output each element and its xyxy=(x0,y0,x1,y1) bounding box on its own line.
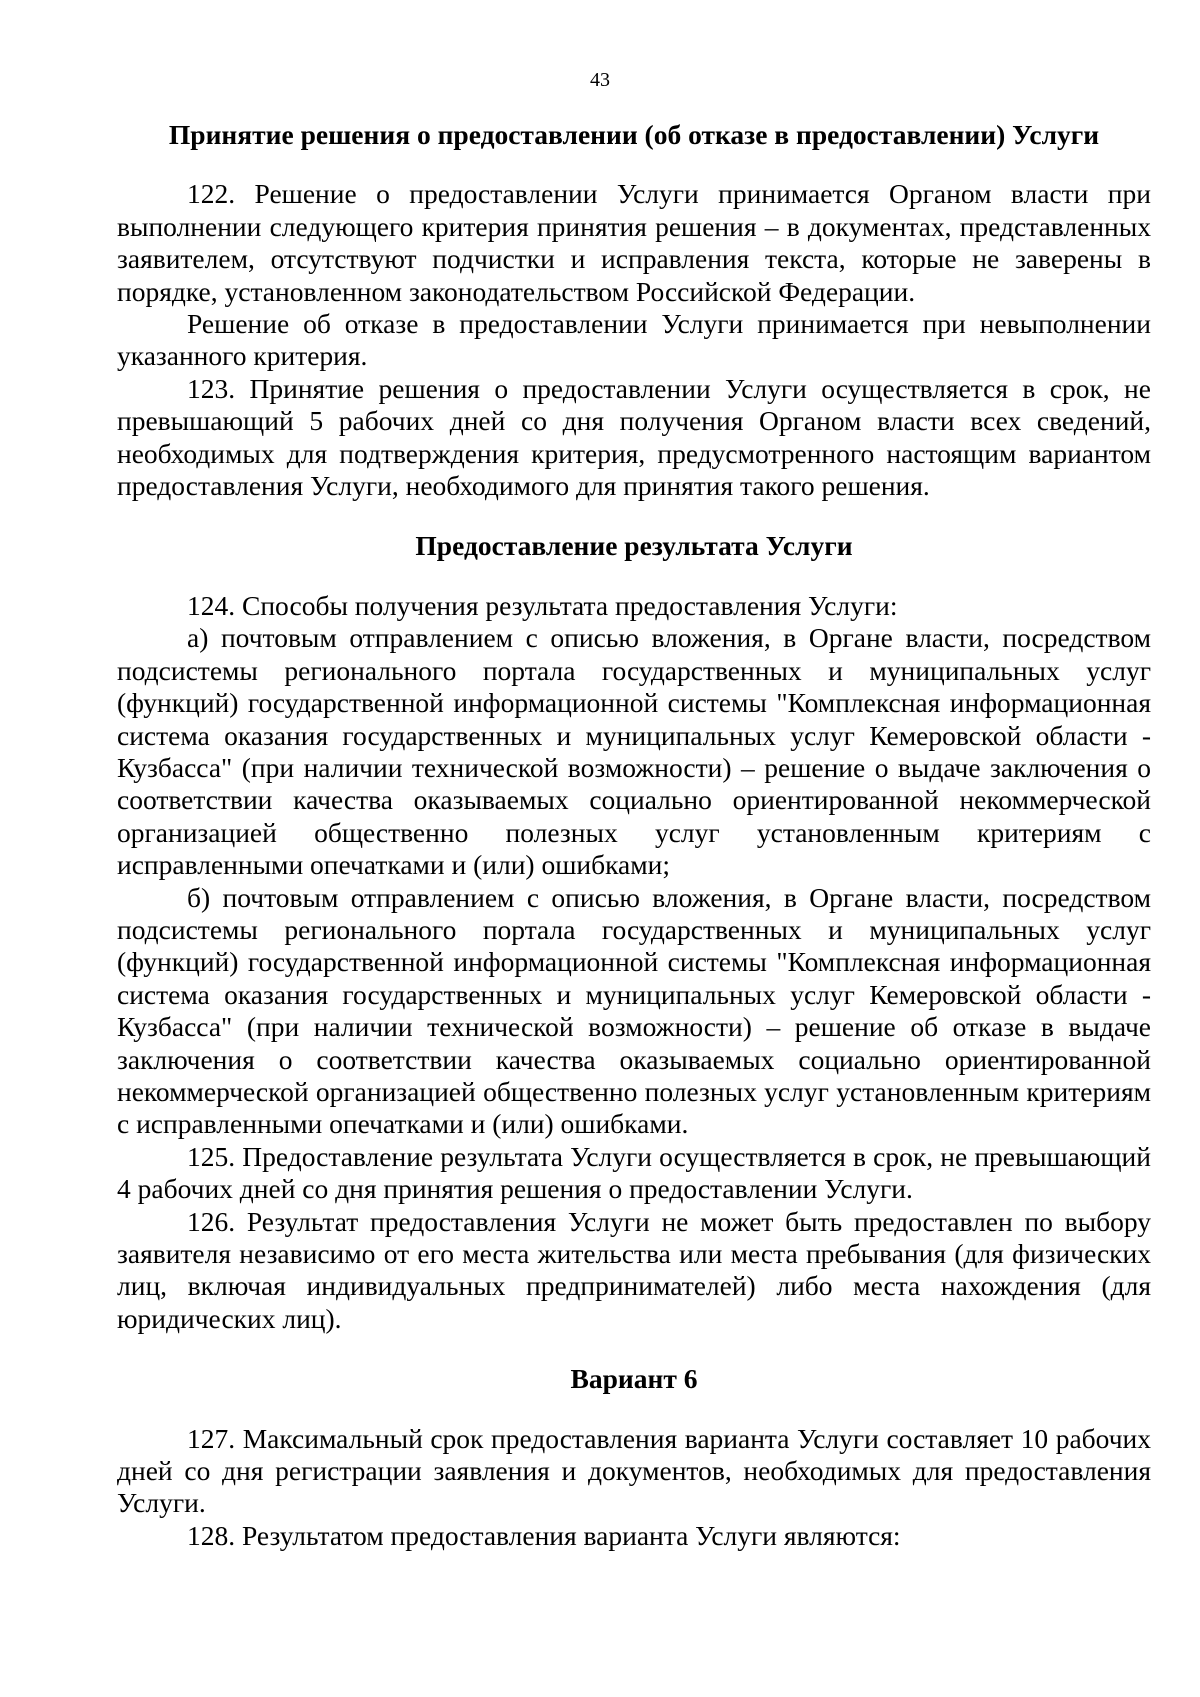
paragraph-123: 123. Принятие решения о предоставлении Услуги осуществляется в срок, не превышающий 5 рабочих дней со дня получения Органом власти всех сведений, необходимых для подтверждения критерия, предусмотренного настоящим вариантом предоставления Услуги, необходимого для принятия такого решения. xyxy=(117,372,1151,502)
paragraph-124-b: б) почтовым отправлением с описью вложения, в Органе власти, посредством подсистемы регионального портала государственных и муниципальных услуг (функций) государственной информационной системы "Комплексная информационная система оказания государственных и муниципальных услуг Кемеровской области - Кузбасса" (при наличии технической возможности) – решение об отказе в выдаче заключения о соответствии качества оказываемых социально ориентированной некоммерческой организацией общественно полезных услуг установленным критериям с исправленными опечатками и (или) ошибками. xyxy=(117,881,1151,1140)
paragraph-122-refusal: Решение об отказе в предоставлении Услуги принимается при невыполнении указанного критерия. xyxy=(117,308,1151,372)
spacer xyxy=(117,1335,1151,1363)
page-number: 43 xyxy=(590,69,610,91)
paragraph-127: 127. Максимальный срок предоставления варианта Услуги составляет 10 рабочих дней со дня регистрации заявления и документов, необходимых для предоставления Услуги. xyxy=(117,1422,1151,1519)
spacer xyxy=(117,563,1151,590)
section-heading-variant-6: Вариант 6 xyxy=(570,1363,698,1395)
spacer xyxy=(117,1396,1151,1423)
spacer xyxy=(117,151,1151,178)
paragraph-128: 128. Результатом предоставления варианта Услуги являются: xyxy=(187,1519,901,1551)
section-heading-result: Предоставление результата Услуги xyxy=(415,530,853,562)
paragraph-124-a: а) почтовым отправлением с описью вложения, в Органе власти, посредством подсистемы регионального портала государственных и муниципальных услуг (функций) государственной информационной системы "Комплексная информационная система оказания государственных и муниципальных услуг Кемеровской области - Кузбасса" (при наличии технической возможности) – решение о выдаче заключения о соответствии качества оказываемых социально ориентированной некоммерческой организацией общественно полезных услуг установленным критериям с исправленными опечатками и (или) ошибками; xyxy=(117,622,1151,881)
document-body xyxy=(117,119,1151,1552)
paragraph-124: 124. Способы получения результата предоставления Услуги: xyxy=(187,589,898,621)
section-heading-decision: Принятие решения о предоставлении (об отказе в предоставлении) Услуги xyxy=(168,119,1100,150)
paragraph-126: 126. Результат предоставления Услуги не может быть предоставлен по выбору заявителя независимо от его места жительства или места пребывания (для физических лиц, включая индивидуальных предпринимателей) либо места нахождения (для юридических лиц). xyxy=(117,1205,1151,1334)
paragraph-122: 122. Решение о предоставлении Услуги принимается Органом власти при выполнении следующего критерия принятия решения – в документах, представленных заявителем, отсутствуют подчистки и исправления текста, которые не заверены в порядке, установленном законодательством Российской Федерации. xyxy=(117,178,1151,307)
paragraph-125: 125. Предоставление результата Услуги осуществляется в срок, не превышающий 4 рабочих дней со дня принятия решения о предоставлении Услуги. xyxy=(117,1140,1151,1205)
spacer xyxy=(117,502,1151,530)
